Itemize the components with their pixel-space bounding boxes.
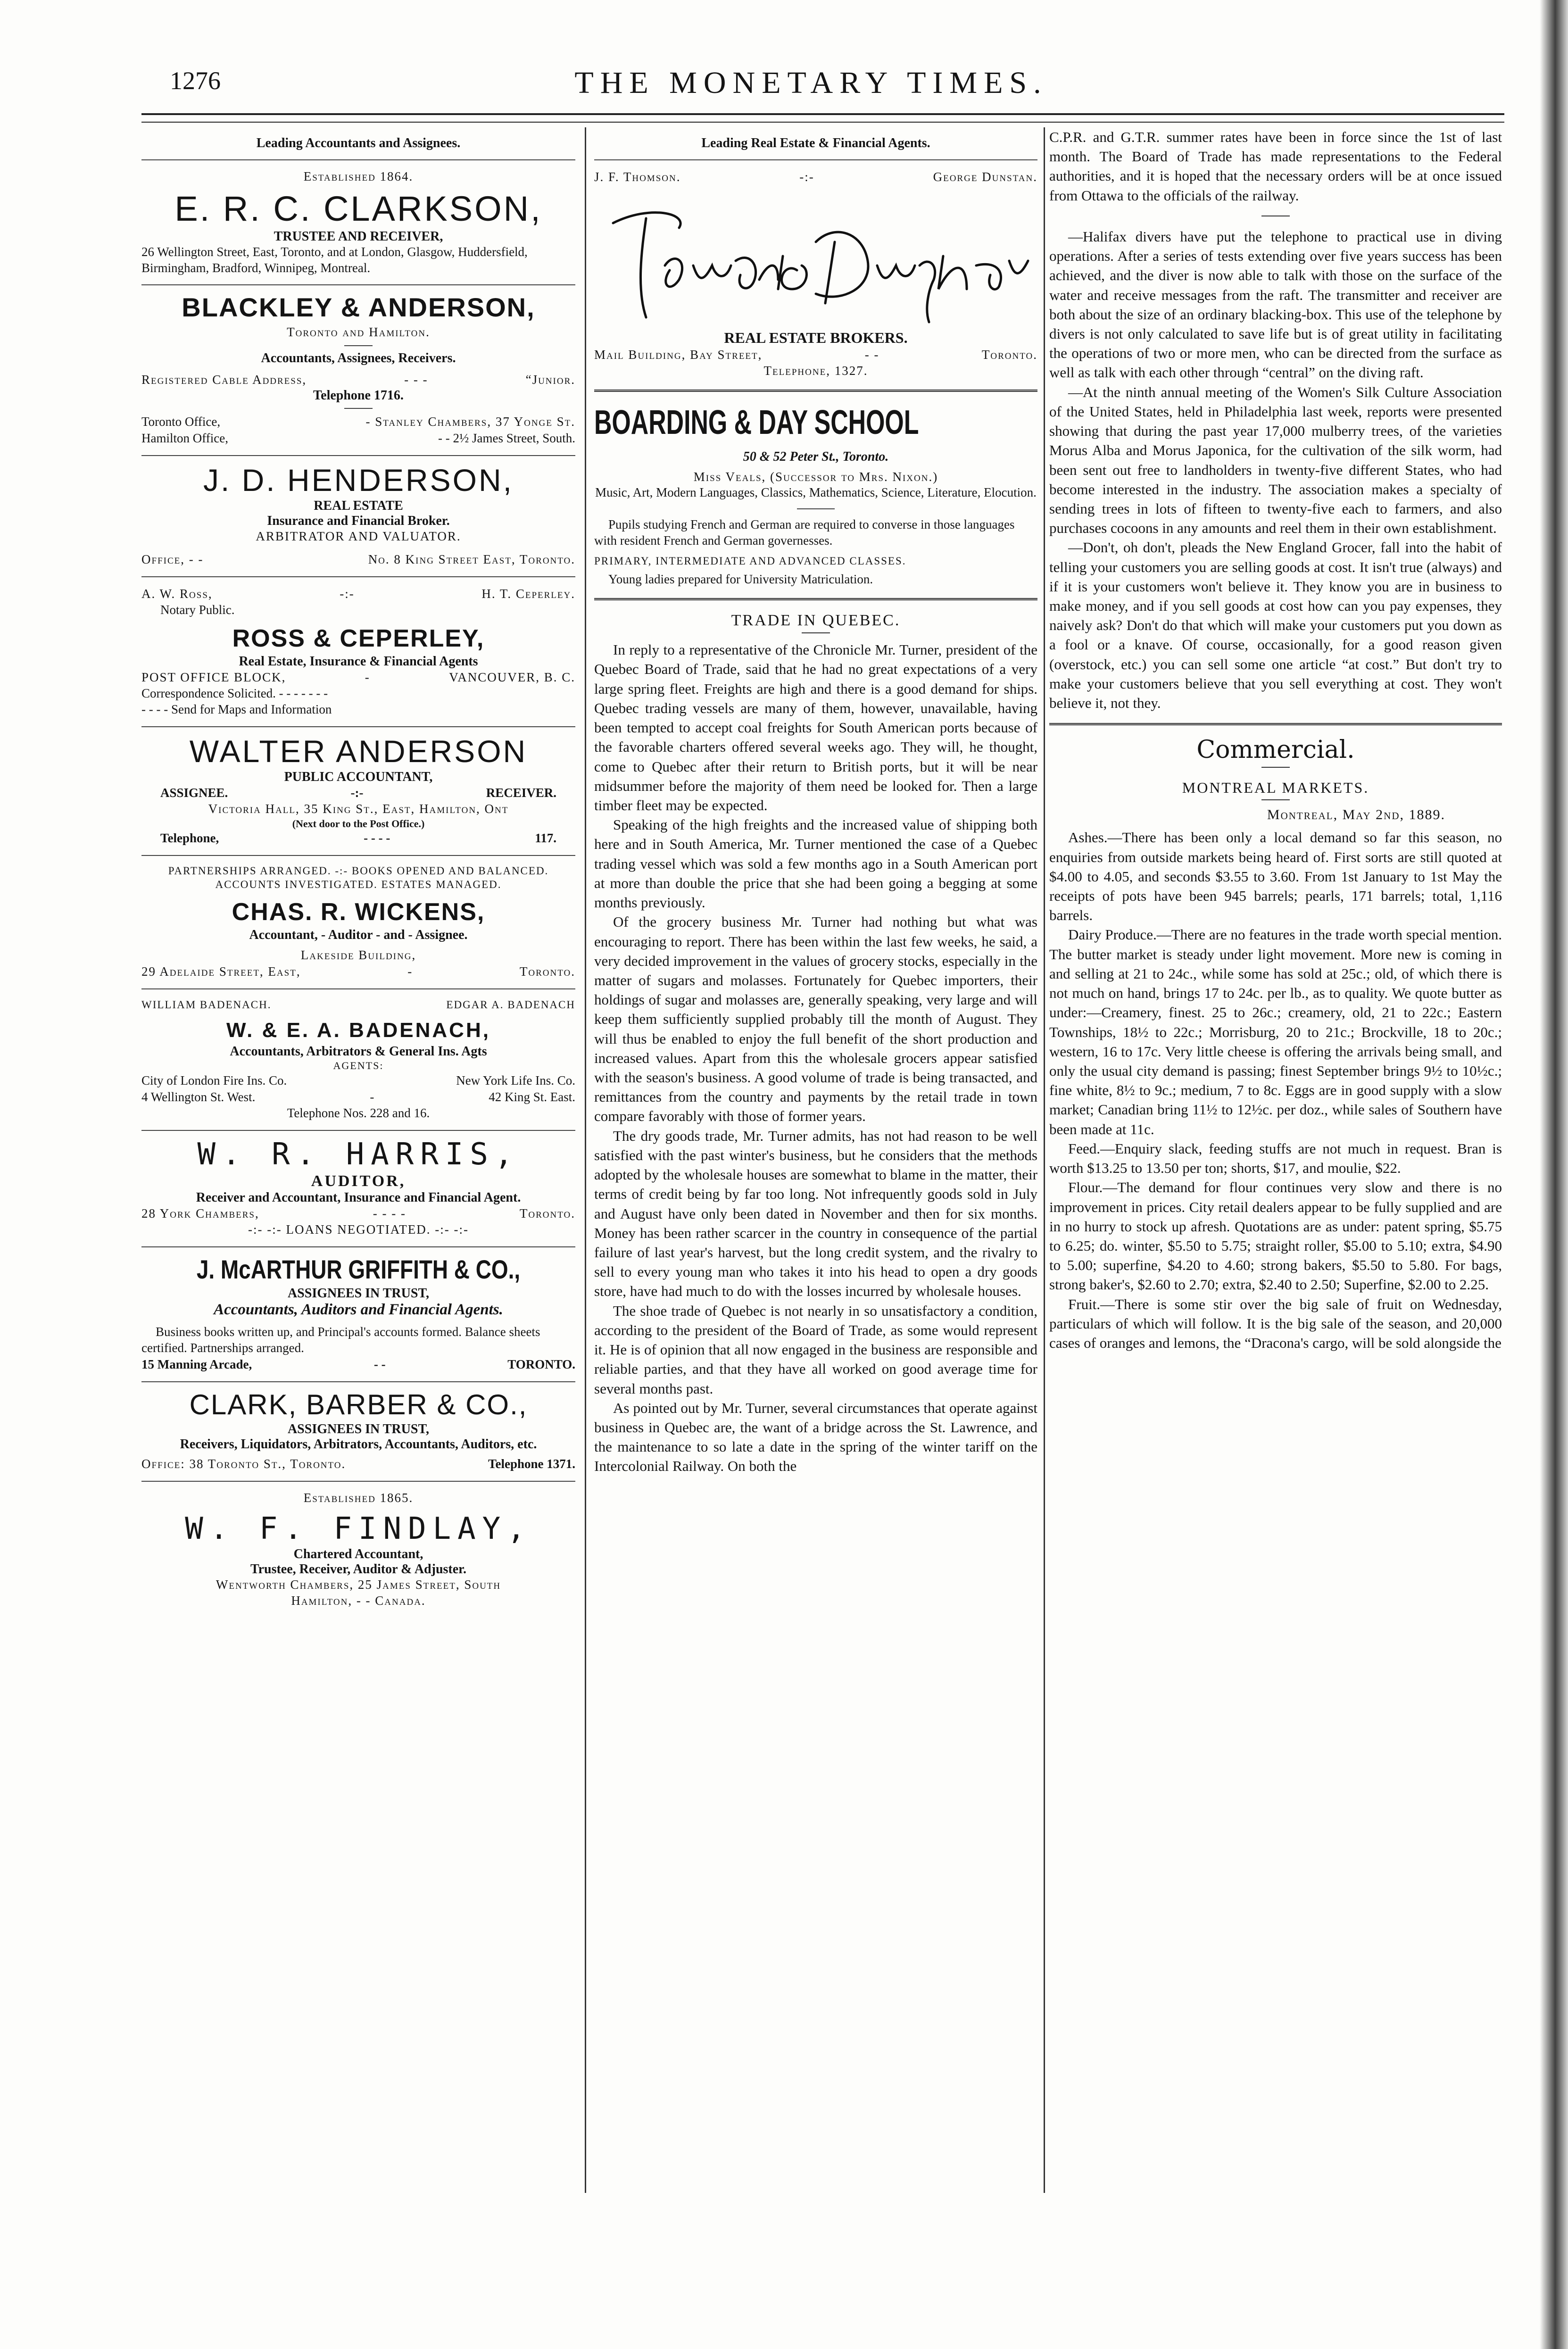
ad-blackley — [141, 294, 575, 447]
section-title-commercial: Commercial. — [1196, 736, 1355, 764]
partner-name: EDGAR A. BADENACH — [446, 999, 575, 1011]
school-title-row — [594, 402, 1037, 443]
article-title: TRADE IN QUEBEC. — [731, 612, 901, 630]
address-dash: - - — [373, 1357, 386, 1371]
telephone: Telephone 1371. — [488, 1457, 575, 1471]
title-rule — [802, 632, 830, 633]
telephone: Telephone, 1327. — [763, 364, 868, 378]
school-address: 50 & 52 Peter St., Toronto. — [743, 449, 889, 464]
firm-role: Accountants, Assignees, Receivers. — [261, 350, 456, 365]
office-label: Hamilton Office, — [141, 431, 228, 445]
separator: -:- — [799, 170, 814, 184]
ad-harris — [141, 1139, 575, 1238]
cable-value: “Junior. — [525, 372, 575, 387]
ad-griffith — [141, 1256, 575, 1373]
firm-name: WALTER ANDERSON — [189, 733, 528, 769]
firm-role: ASSIGNEES IN TRUST, — [287, 1422, 430, 1437]
article-paragraph: The shoe trade of Quebec is not nearly in so unsatisfactory a condition, according to the president of the Board of Trade, as some would represent it. He is of opinion that all now engaged in the business are responsible and reliable parties, and that they have all worked on good average time for several months past. — [594, 1302, 1037, 1397]
partners-line — [141, 586, 575, 602]
article-paragraph: C.P.R. and G.T.R. summer rates have been in force since the 1st of last month. The Board of Trade has made representations to the Federal authorities, and it is hoped that the necessary orders will be at once issued from Ottawa to the officials of the railway. — [1049, 129, 1502, 204]
firm-role: REAL ESTATE BROKERS. — [724, 329, 908, 347]
divider — [594, 598, 1037, 600]
firm-cities: Toronto and Hamilton. — [287, 325, 430, 340]
firm-role: Real Estate, Insurance & Financial Agents — [239, 654, 478, 669]
column-real-estate-and-article — [594, 127, 1037, 2193]
role-line — [141, 785, 575, 801]
school-principal: Miss Veals, (Successor to Mrs. Nixon.) — [693, 469, 938, 484]
firm-role: AUDITOR, — [311, 1172, 406, 1190]
short-rule — [344, 408, 373, 409]
agent-left: City of London Fire Ins. Co. — [141, 1073, 287, 1087]
column-news-and-markets — [1049, 127, 1502, 2193]
firm-name: BLACKLEY & ANDERSON, — [182, 292, 535, 323]
market-paragraph: Dairy Produce.—There are no features in the trade worth special mention. The butter market is steady under light movement. More new is coming in and selling at 21 to 24c., while some has sold at 25c.; old, of which there is not much on hand, brings 17 to 24c. per lb., as to quality. We quote butter as under:—Creamery, finest. 25 to 26c.; creamery, old, 21 to 22c.; Eastern Townships, 18½ to 22c.; Morrisburg, 20 to 21c.; Brockville, 18 to 20c.; western, 16 to 17c. Very little cheese is offering the arrivals being small, and only the usual city demand is passing; finest September brings 9½ to 10½c.; fine white, 8½ to 9c.; medium, 7 to 8c. Eggs are in good supply with a slow market; Canadian bring 11½ to 12½c. per doz., while sales of Southern have been made at 11c. — [1049, 926, 1502, 1137]
office-address: Office: 38 Toronto St., Toronto. — [141, 1457, 346, 1471]
established-line: Established 1864. — [303, 169, 414, 183]
address-right: Toronto. — [519, 964, 575, 979]
article-paragraph: Of the grocery business Mr. Turner had nothing but what was encouraging to report. There has been within the last few weeks, he said, a very decided improvement in the values of grocery stocks, especially in the matter of sugars and molasses. Fortunately for Quebec importers, their holdings of sugar and molasses are, generally speaking, very large and will keep them sufficiently supplied probably till the month of August. They will thus be enabled to enjoy the full benefit of the short production and increased values. Apart from this the wholesale grocers appear satisfied with the season's business. A good volume of trade is being transacted, and remittances from the country and payments by the retail trade in town compare favorably with those of former years. — [594, 913, 1037, 1125]
short-rule — [344, 345, 373, 346]
article-paragraph: —Don't, oh don't, pleads the New England Grocer, fall into the habit of telling your customers you are selling goods at cost. It isn't true (always) and if it is your customers won't believe it. They know you are in business to make money, and if you sell goods at cost how can you pay expenses, they naively ask? Don't do that which will make your customers put you down as a fool or a knave. Of course, occasionally, for a good reason given (overstock, etc.) you can sell some one article “at cost.” But don't try to make your customers believe that you sell everything at cost. They won't believe it, not they. — [1049, 539, 1502, 712]
address-dash: - — [365, 670, 370, 685]
dateline: Montreal, May 2nd, 1889. — [1267, 807, 1445, 823]
school-title: BOARDING & DAY SCHOOL — [594, 403, 919, 441]
divider — [141, 576, 575, 577]
ad-ross-ceperley — [141, 586, 575, 718]
address-right: Toronto. — [519, 1206, 575, 1220]
partners-line — [594, 169, 1037, 185]
column-divider — [1044, 127, 1045, 2193]
firm-role: Accountants, Arbitrators & General Ins. Agts — [230, 1044, 487, 1059]
firm-role: PUBLIC ACCOUNTANT, — [284, 769, 433, 784]
signature-logo — [594, 185, 1037, 327]
telephone: Telephone Nos. 228 and 16. — [287, 1106, 430, 1121]
agent-right: New York Life Ins. Co. — [456, 1073, 575, 1087]
firm-name: ROSS & CEPERLEY, — [232, 624, 485, 652]
school-pupils-note: Pupils studying French and German are required to converse in those languages with resident French and German governesses. — [594, 517, 1015, 548]
partners-line — [141, 998, 575, 1012]
office-line — [141, 1456, 575, 1472]
market-paragraph: Ashes.—There has been only a local demand so far this season, no enquiries from outside markets being heard of. First sorts are still quoted at $4.00 to 4.05, and seconds $3.55 to 3.60. From 1st January to 1st May the receipts of pots have been 945 barrels; pearls, 171 barrels; total, 1,116 barrels. — [1049, 829, 1502, 924]
divider — [141, 988, 575, 989]
firm-name: W. & E. A. BADENACH, — [226, 1019, 490, 1042]
ad-findlay — [141, 1490, 575, 1609]
firm-name: CHAS. R. WICKENS, — [232, 898, 485, 926]
telephone: Telephone 1716. — [313, 388, 404, 403]
address-line — [141, 1205, 575, 1222]
firm-role: Chartered Accountant, — [293, 1546, 423, 1561]
title-rule — [1261, 767, 1290, 768]
office-value: No. 8 King Street East, Toronto. — [368, 552, 575, 566]
firm-name: CLARK, BARBER & CO., — [189, 1389, 528, 1421]
divider — [1049, 723, 1502, 725]
address-line — [141, 1356, 575, 1373]
office-value: - - 2½ James Street, South. — [438, 431, 575, 445]
cable-dash: - - - — [404, 372, 428, 387]
address-dash: - — [407, 964, 413, 979]
firm-name: W. R. HARRIS, — [197, 1137, 520, 1172]
office-label: Office, - - — [141, 552, 204, 566]
divider — [141, 726, 575, 727]
section-heading: Leading Real Estate & Financial Agents. — [701, 136, 930, 150]
article-paragraph: Speaking of the high freights and the increased value of shipping both here and in South America, Mr. Turner mentioned the case of a Quebec trading vessel which was sold a few months ago in a South American port at more than double the price that she had been going a begging at some months previously. — [594, 816, 1037, 911]
partner-name: WILLIAM BADENACH. — [141, 999, 272, 1011]
established-line: Established 1865. — [303, 1491, 414, 1505]
firm-name: J. McARTHUR GRIFFITH & CO., — [196, 1254, 521, 1284]
office-line — [141, 414, 575, 430]
address-dash: - - — [864, 348, 879, 362]
maps-line: - - - - Send for Maps and Information — [141, 702, 332, 717]
divider — [141, 855, 575, 856]
ad-henderson — [141, 465, 575, 568]
market-paragraph: Fruit.—There is some stir over the big sale of fruit on Wednesday, particulars of which will follow. It is the big sale of the season, and 20,000 cases of oranges and lemons, the “Dracona's cargo, will be sold alongside the — [1049, 1295, 1502, 1352]
title-rule — [1261, 799, 1290, 800]
firm-role: Insurance and Financial Broker. — [267, 514, 450, 529]
loans-line: -:- -:- LOANS NEGOTIATED. -:- -:- — [248, 1222, 469, 1237]
short-rule — [797, 508, 835, 509]
services-line: PARTNERSHIPS ARRANGED. -:- BOOKS OPENED AND BALANCED. ACCOUNTS INVESTIGATED. ESTATES MANAGED. — [168, 865, 549, 891]
address: Wentworth Chambers, 25 James Street, South — [216, 1577, 501, 1592]
ad-wickens — [141, 864, 575, 980]
office-value: - Stanley Chambers, 37 Yonge St. — [365, 414, 575, 429]
firm-role: ARBITRATOR AND VALUATOR. — [256, 529, 461, 544]
column-advertisements — [141, 127, 575, 2193]
firm-role: Trustee, Receiver, Auditor & Adjuster. — [250, 1561, 467, 1577]
masthead: THE MONETARY TIMES. — [574, 66, 1048, 100]
firm-role: Accountant, - Auditor - and - Assignee. — [249, 928, 468, 943]
firm-role: REAL ESTATE — [314, 498, 403, 514]
role-right: RECEIVER. — [486, 785, 556, 800]
firm-text: Business books written up, and Principal's accounts formed. Balance sheets certified. Partnerships arranged. — [141, 1325, 540, 1355]
markets-title: MONTREAL MARKETS. — [1182, 779, 1369, 797]
school-matriculation: Young ladies prepared for University Matriculation. — [608, 572, 873, 587]
top-rule — [141, 113, 1504, 115]
firm-role: Receivers, Liquidators, Arbitrators, Accountants, Auditors, etc. — [180, 1437, 537, 1452]
office-line — [141, 551, 575, 568]
office-label: Toronto Office, — [141, 414, 221, 429]
address-left: 4 Wellington St. West. — [141, 1090, 256, 1104]
correspondence-line: Correspondence Solicited. - - - - - - - — [141, 686, 328, 701]
divider — [141, 159, 575, 160]
section-heading: Leading Accountants and Assignees. — [256, 136, 461, 150]
divider — [141, 455, 575, 456]
agents-line — [141, 1072, 575, 1089]
address-line — [141, 1089, 575, 1105]
separator: -:- — [350, 785, 364, 800]
divider — [141, 1246, 575, 1247]
telephone-value: 117. — [535, 831, 556, 846]
article-paragraph: —Halifax divers have put the telephone to practical use in diving operations. After a series of tests extending over five years success has been achieved, and the diver is now able to talk with those on the surface of the water and receive messages from the raft. The transmitter and receiver are both about the size of an ordinary blacking-box. This use of the telephone by divers is not only calculated to save life but is of great utility in facilitating the operations of two or more men, who can be directed from the surface as well as talk with each other through “central” on the diving raft. — [1049, 228, 1502, 381]
article-paragraph: The dry goods trade, Mr. Turner admits, has not had reason to be well satisfied with the past winter's business, but he considers that the methods adopted by the wholesale houses are somewhat to blame in the matter, their terms of credit being by far too long. Not infrequently goods sold in July and August have only been dated in November and then for six months. Money has been rather scarcer in the country in consequence of the partial failure of last year's harvest, but the long credit system, and the rivalry to sell to every young man who takes it into his head to open a dry goods store, have had much to do with the losses incurred by wholesale houses. — [594, 1127, 1037, 1300]
firm-role: Receiver and Accountant, Insurance and Financial Agent. — [196, 1190, 521, 1205]
article-paragraph: As pointed out by Mr. Turner, several circumstances that operate against business in Quebec are, the want of a bridge across the St. Lawrence, and the maintenance to so late a date in the spring of the winter tariff on the Intercolonial Railway. On both the — [594, 1399, 1037, 1475]
address: Hamilton, - - Canada. — [291, 1593, 426, 1608]
address-line — [141, 963, 575, 980]
market-paragraph: Flour.—The demand for flour continues very slow and there is no improvement in prices. City retail dealers appear to be fully supplied and are in no hurry to stock up afresh. Quotations are as under: patent spring, $5.75 to 6.25; do. winter, $5.50 to 5.75; straight roller, $5.00 to 5.10; extra, $4.90 to 5.00; superfine, $4.20 to 4.60; strong bakers, $5.50 to 5.80. For bags, strong baker's, $2.60 to 2.70; extra, $2.40 to 2.50; Superfine, $2.00 to 2.25. — [1049, 1179, 1502, 1293]
address-line — [594, 347, 1037, 363]
partner-name: H. T. Ceperley. — [481, 586, 575, 601]
firm-name: W. F. FINDLAY, — [185, 1511, 532, 1546]
ad-clark-barber — [141, 1391, 575, 1472]
ad-badenach — [141, 998, 575, 1121]
divider — [141, 1481, 575, 1482]
firm-name: E. R. C. CLARKSON, — [174, 189, 542, 228]
cable-line — [141, 372, 575, 388]
telephone-line — [141, 830, 575, 847]
address: Victoria Hall, 35 King St., East, Hamilton, Ont — [208, 802, 509, 816]
column-divider — [585, 127, 586, 2193]
building: Lakeside Building, — [300, 948, 416, 963]
cable-label: Registered Cable Address, — [141, 372, 307, 387]
school-classes: PRIMARY, INTERMEDIATE AND ADVANCED CLASSES. — [594, 555, 906, 567]
notary-note: Notary Public. — [160, 603, 235, 617]
firm-role: Accountants, Auditors and Financial Agents. — [214, 1301, 503, 1319]
role-left: ASSIGNEE. — [160, 785, 228, 800]
address-note: (Next door to the Post Office.) — [292, 817, 425, 830]
divider — [141, 284, 575, 285]
divider — [141, 1381, 575, 1382]
address-left: 15 Manning Arcade, — [141, 1357, 252, 1371]
partner-name: J. F. Thomson. — [594, 170, 681, 184]
separator: -:- — [340, 586, 355, 601]
top-rule-2 — [141, 122, 1504, 123]
article-paragraph: In reply to a representative of the Chronicle Mr. Turner, president of the Quebec Board of Trade, said that he had no great expectations of a very large spring fleet. Freights are high and there is a good demand for ships. Quebec trading vessels are many of them, however, unavailable, having been tempted to accept coal freights for South American ports because of the favorable charters offered several weeks ago. They will, he thought, come to Quebec after their return to British ports, but it will be near midsummer before the majority of them need be looked for. Then a large timber fleet may be expected. — [594, 641, 1037, 813]
firm-name: J. D. HENDERSON, — [203, 463, 514, 498]
address-dash: - - - - — [373, 1206, 406, 1220]
ad-boarding-school — [594, 402, 1037, 588]
address-left: 29 Adelaide Street, East, — [141, 964, 301, 979]
divider — [141, 1130, 575, 1131]
telephone-label: Telephone, — [160, 831, 219, 846]
address-left: POST OFFICE BLOCK, — [141, 670, 286, 685]
address-right: TORONTO. — [507, 1357, 575, 1371]
ad-clarkson — [141, 169, 575, 276]
partner-name: George Dunstan. — [933, 170, 1037, 184]
scan-binding-edge — [1540, 0, 1568, 2349]
firm-role: ASSIGNEES IN TRUST, — [287, 1286, 430, 1301]
article-trade-in-quebec — [594, 612, 1037, 1476]
firm-address: 26 Wellington Street, East, Toronto, and at London, Glasgow, Huddersfield, Birmingham, Bradford, Winnipeg, Montreal. — [141, 244, 528, 275]
address-dash: - — [370, 1090, 374, 1104]
partner-name: A. W. Ross, — [141, 586, 213, 601]
school-subjects: Music, Art, Modern Languages, Classics, Mathematics, Science, Literature, Elocution. — [595, 485, 1037, 500]
telephone-dash: - - - - — [364, 831, 390, 846]
divider — [594, 390, 1037, 392]
article-paragraph: —At the ninth annual meeting of the Women's Silk Culture Association of the United States, held in Philadelphia last week, reports were presented showing that during the past year 17,000 mulberry trees, of the varieties Morus Alba and Morus Japonica, for the cultivation of the silk worm, had been sent out free to landholders in twenty-five different States, who had become interested in the industry. The association makes a specialty of sending trees in lots of fifteen to twenty-five each to farmers, and also purchases cocoons in any amounts and reel them in their own establishment. — [1049, 383, 1502, 537]
agents-label: AGENTS: — [333, 1060, 384, 1072]
address-right: VANCOUVER, B. C. — [449, 670, 575, 685]
office-line — [141, 430, 575, 447]
address-left: Mail Building, Bay Street, — [594, 348, 763, 362]
address-left: 28 York Chambers, — [141, 1206, 259, 1220]
address-right: 42 King St. East. — [489, 1090, 575, 1104]
market-paragraph: Feed.—Enquiry slack, feeding stuffs are not much in request. Bran is worth $13.25 to 13.50 per ton; shorts, $17, and moulie, $22. — [1049, 1140, 1502, 1177]
address-line — [141, 669, 575, 686]
firm-role: TRUSTEE AND RECEIVER, — [274, 229, 443, 244]
ad-walter-anderson — [141, 733, 575, 847]
page-number: 1276 — [170, 66, 221, 95]
divider — [594, 159, 1037, 160]
address-right: Toronto. — [981, 348, 1037, 362]
